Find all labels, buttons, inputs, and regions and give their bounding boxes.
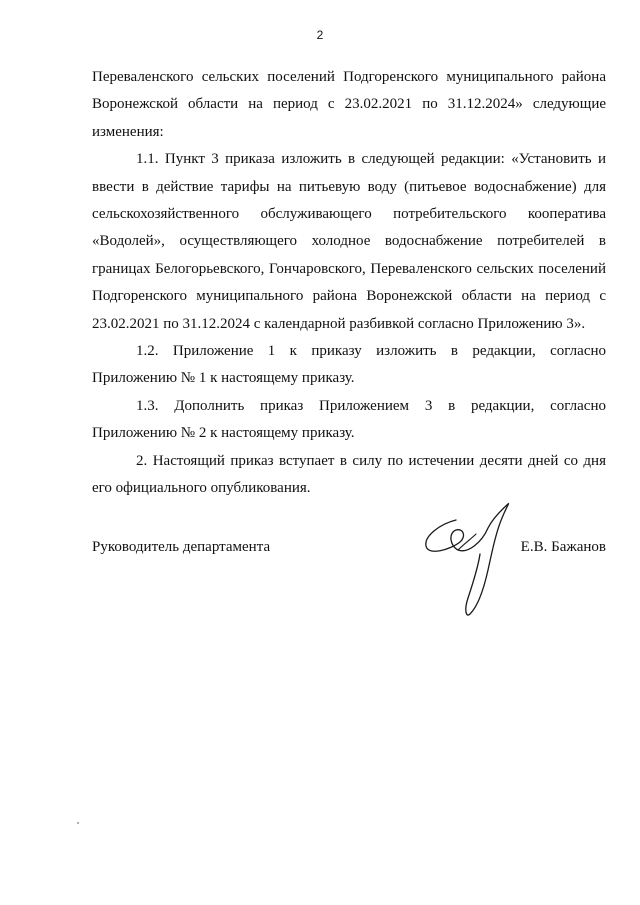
signatory-name: Е.В. Бажанов [520,539,606,555]
page-number: 2 [316,28,324,42]
paragraph-item-2: 2. Настоящий приказ вступает в силу по истечении десяти дней со дня его официального опубликования. [92,452,606,497]
signature-block [92,535,606,565]
paragraph-item-1-3: 1.3. Дополнить приказ Приложением 3 в редакции, согласно Приложению № 2 к настоящему приказу. [92,397,606,442]
paragraph-item-1-1: 1.1. Пункт 3 приказа изложить в следующей редакции: «Установить и ввести в действие тарифы на питьевую воду (питьевое водоснабжение) для сельскохозяйственного обслуживающего потребительского кооператива «Водолей», осуществляющего холодное водоснабжение потребителей в границах Белогорьевского, Гончаровского, Переваленского сельских поселений Подгоренского муниципального района Воронежской области на период с 23.02.2021 по 31.12.2024 с календарной разбивкой согласно Приложению 3». [92,151,606,332]
signatory-position: Руководитель департамента [92,539,271,555]
handwritten-signature [420,498,520,623]
document-body [92,64,606,503]
paragraph-item-1-2: 1.2. Приложение 1 к приказу изложить в редакции, согласно Приложению № 1 к настоящему приказу. [92,343,606,387]
scan-speck [77,822,79,824]
paragraph-continuation: Переваленского сельских поселений Подгоренского муниципального района Воронежской области на период с 23.02.2021 по 31.12.2024» следующие изменения: [92,69,606,140]
